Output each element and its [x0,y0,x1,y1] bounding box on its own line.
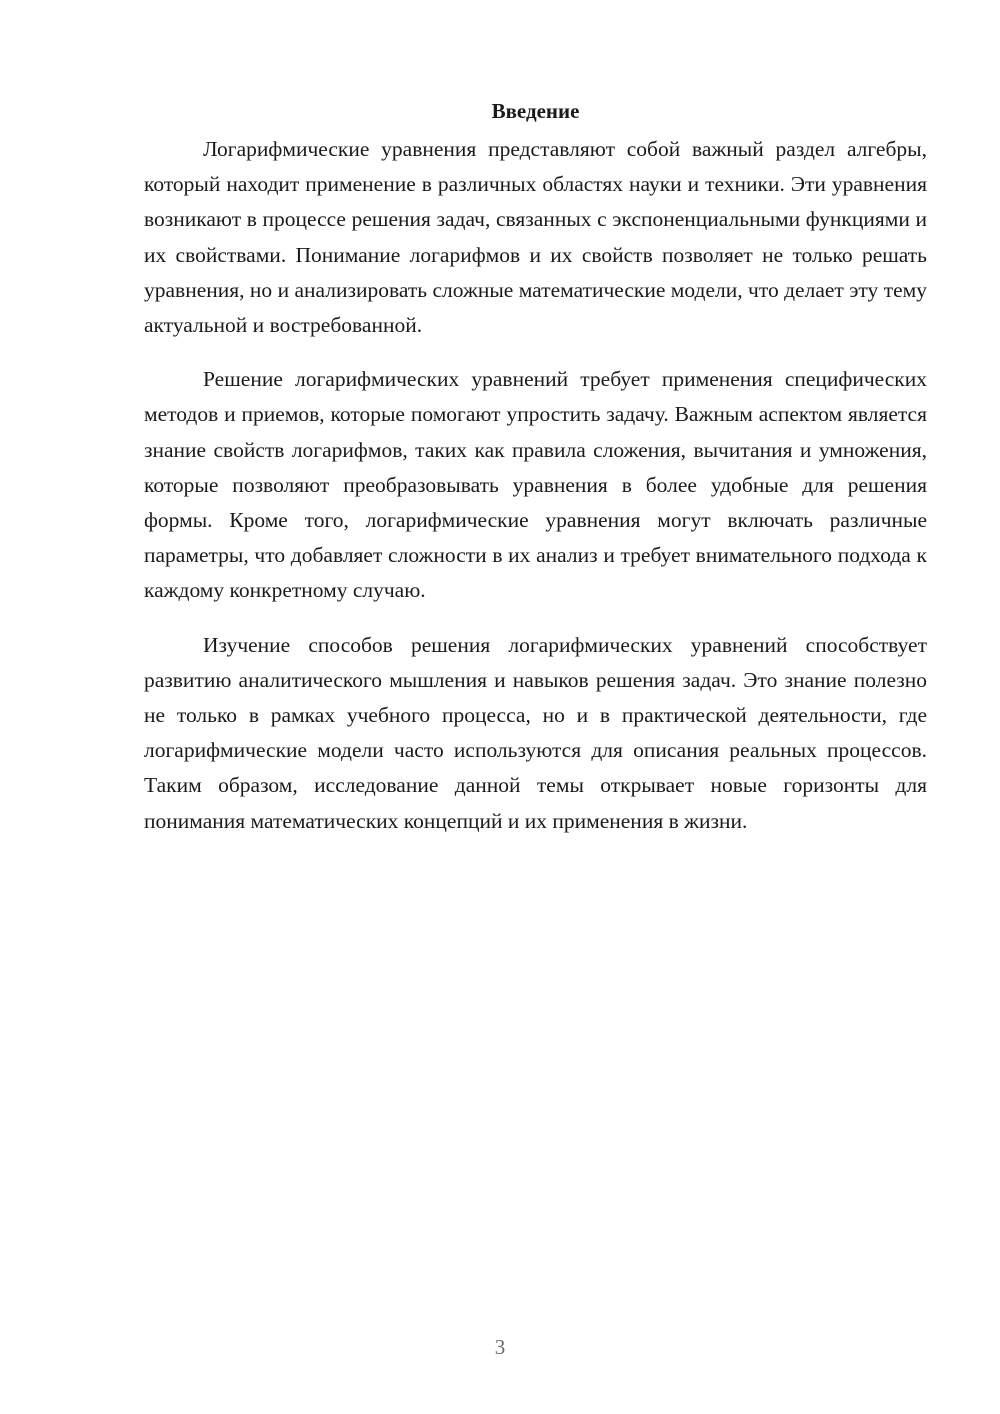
section-title: Введение [491,99,580,123]
page-number: 3 [494,1335,506,1359]
page-content [144,96,927,839]
paragraph-3: Изучение способов решения логарифмических уравнений способствует развитию аналитического мышления и навыков решения задач. Это знание полезно не только в рамках учебного процесса, но и в практической деятельности, где логарифмические модели часто используются для описания реальных процессов. Таким образом, исследование данной темы открывает новые горизонты для понимания математических концепций и их применения в жизни. [144,632,927,833]
paragraph-2: Решение логарифмических уравнений требует применения специфических методов и приемов, которые помогают упростить задачу. Важным аспектом является знание свойств логарифмов, таких как правила сложения, вычитания и умножения, которые позволяют преобразовывать уравнения в более удобные для решения формы. Кроме того, логарифмические уравнения могут включать различные параметры, что добавляет сложности в их анализ и требует внимательного подхода к каждому конкретному случаю. [144,367,927,603]
paragraph-1: Логарифмические уравнения представляют собой важный раздел алгебры, который находит применение в различных областях науки и техники. Эти уравнения возникают в процессе решения задач, связанных с экспоненциальными функциями и их свойствами. Понимание логарифмов и их свойств позволяет не только решать уравнения, но и анализировать сложные математические модели, что делает эту тему актуальной и востребованной. [144,137,927,338]
